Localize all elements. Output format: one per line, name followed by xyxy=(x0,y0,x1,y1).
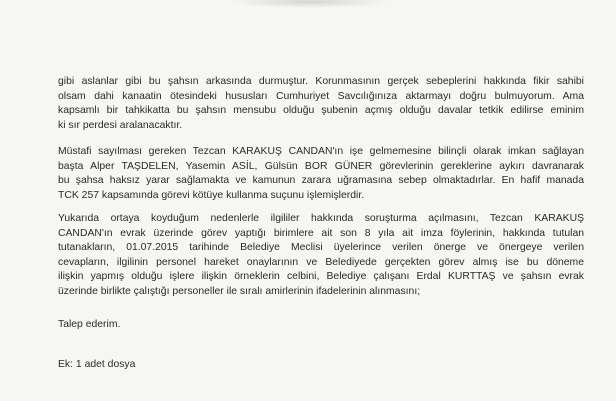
paragraph-line: ilişkin yapmış olduğu işlere ilişkin örneklerin celbini, Belediye çalışanı Erdal KURTTAŞ ve şahsın evrak xyxy=(58,271,584,283)
paragraph-line: başta Alper TAŞDELEN, Yasemin ASİL, Gülsün BOR GÜNER görevlerinin gereklerine aykırı davranarak xyxy=(58,160,584,172)
paragraph-line: CANDAN'ın evrak üzerinde görev yaptığı birimlere ait son 8 yıla ait imza föylerinin, hakkında tutulan xyxy=(58,227,584,239)
attachment-note: Ek: 1 adet dosya xyxy=(58,359,136,370)
paragraph-2 xyxy=(58,145,584,203)
paragraph-line: olsam dahi kanaatin ötesindeki hususları Cumhuriyet Savcılığınıza aktarmayı doğru bulmuyorum. Ama xyxy=(58,90,584,102)
paragraph-line: TCK 257 kapsamında görevi kötüye kullanma suçunu işlemişlerdir. xyxy=(58,189,365,201)
paragraph-line: kapsamlı bir tahkikatta bu şahsın mensubu olduğu şubenin açmış olduğu davalar tetkik edilirse eminim xyxy=(58,105,584,117)
paragraph-line: gibi aslanlar gibi bu şahsın arkasında durmuştur. Korunmasının gerçek sebeplerini hakkında fikir sahibi xyxy=(58,76,584,87)
paragraph-line: üzerinde birlikte çalıştığı personeller ile sıralı amirlerinin ifadelerinin alınmasını; xyxy=(58,285,421,297)
paragraph-line: Yukarıda ortaya koyduğum nedenlerle ilgililer hakkında soruşturma açılmasını, Tezcan KARAKUŞ xyxy=(58,213,584,224)
paragraph-3 xyxy=(58,212,584,300)
paragraph-1 xyxy=(58,75,584,133)
paragraph-line: Müstafi sayılması gereken Tezcan KARAKUŞ CANDAN'ın işe gelmemesine bilinçli olarak imkan sağlayan xyxy=(58,146,584,157)
paragraph-line: bu şahsa haksız yarar sağlamakta ve kamunun zarara uğramasına sebep olmaktadırlar. En hafif manada xyxy=(58,175,584,187)
paragraph-line: cevapların, ilgilinin personel hareket onaylarının ve Belediyede gerçekten görev almış ise bu döneme xyxy=(58,256,584,268)
closing-text: Talep ederim. xyxy=(58,319,121,330)
paragraph-line: tutanakların, 01.07.2015 tarihinde Belediye Meclisi üyelerince verilen önerge ve önergeye verilen xyxy=(58,242,584,254)
paragraph-line: ki sır perdesi aralanacaktır. xyxy=(58,119,183,131)
header-smudge xyxy=(230,0,390,8)
